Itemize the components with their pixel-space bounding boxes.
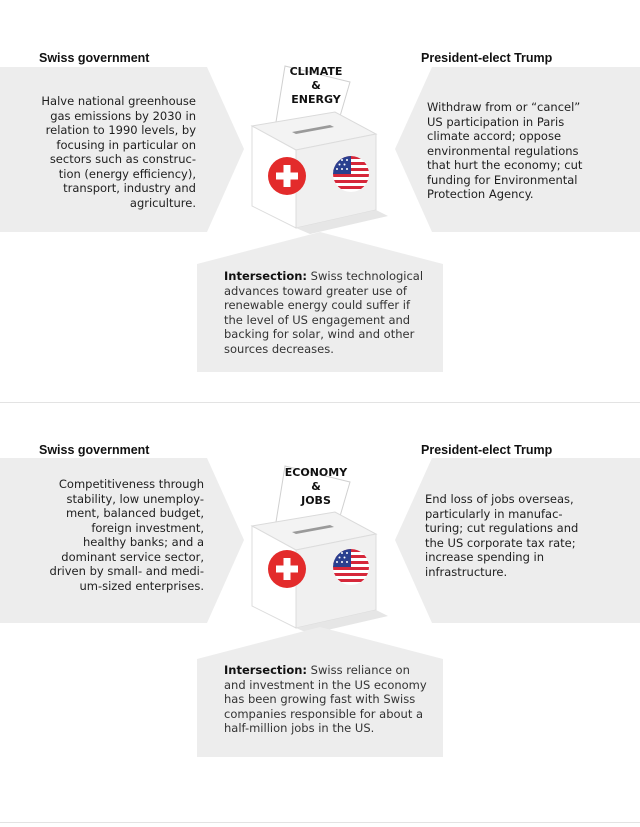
us-flag-icon [332, 548, 370, 586]
topic-label: CLIMATE & ENERGY [289, 65, 343, 106]
trump-position-panel [395, 458, 640, 623]
intersection-label: Intersection: [224, 663, 308, 677]
intersection-label: Intersection: [224, 269, 308, 283]
intersection-panel [197, 232, 443, 372]
topic-label: ECONOMY & JOBS [284, 466, 348, 507]
us-flag-icon [332, 155, 370, 193]
swiss-position-text: Halve national greenhouse gas emissions by 2030 in relation to 1990 levels, by focusing in particular on sectors such as construc- tion (energy efficiency), transport, industry and agriculture. [41, 94, 196, 210]
trump-position-text: Withdraw from or “cancel” US participation in Paris climate accord; oppose environmental regulations that hurt the economy; cut funding for Environmental Protection Agency. [427, 100, 583, 201]
swiss-position-text: Competitiveness through stability, low unemploy- ment, balanced budget, foreign investment, healthy banks; and a dominant service sector, driven by small- and medi- um-sized enterprises. [49, 477, 204, 593]
intersection-panel [197, 627, 443, 757]
ballot-box-icon [240, 60, 390, 235]
swiss-position-panel [0, 67, 245, 232]
swiss-flag-icon [267, 156, 307, 196]
intersection-text: Intersection: Swiss reliance on and investment in the US economy has been growing fast with Swiss companies responsible for about a half-million jobs in the US. [224, 663, 427, 735]
trump-position-text: End loss of jobs overseas, particularly in manufac- turing; cut regulations and the US corporate tax rate; increase spending in infrastructure. [425, 492, 579, 579]
left-heading: Swiss government [39, 443, 150, 457]
right-heading: President-elect Trump [421, 51, 553, 65]
intersection-text: Intersection: Swiss technological advances toward greater use of renewable energy could suffer if the level of US engagement and backing for solar, wind and other sources decreases. [224, 269, 424, 356]
swiss-flag-icon [267, 549, 307, 589]
section-economy-jobs [0, 403, 640, 823]
left-heading: Swiss government [39, 51, 150, 65]
trump-position-panel [395, 67, 640, 232]
section-climate-energy [0, 0, 640, 402]
ballot-box-icon [240, 460, 390, 635]
swiss-position-panel [0, 458, 245, 623]
section-divider [0, 822, 640, 823]
right-heading: President-elect Trump [421, 443, 553, 457]
